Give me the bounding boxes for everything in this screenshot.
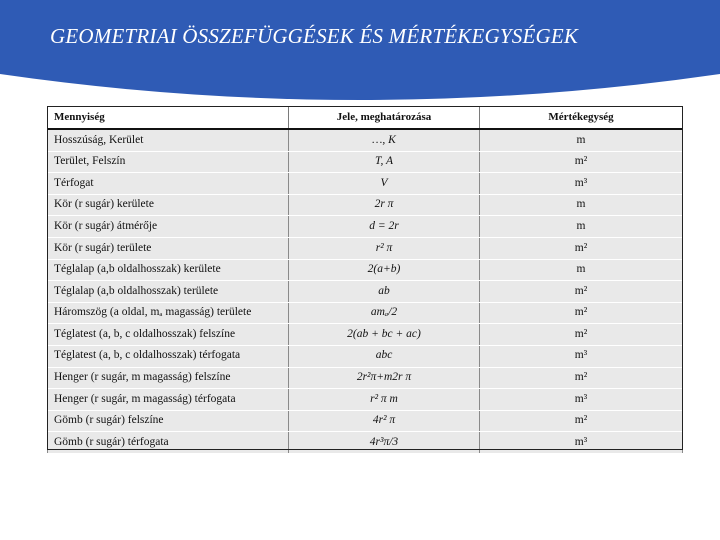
cell-symbol: 2r π	[289, 194, 480, 216]
cell-unit: m²	[480, 324, 683, 346]
cell-unit: m²	[480, 367, 683, 389]
cell-unit: m²	[480, 281, 683, 303]
cell-unit: m	[480, 194, 683, 216]
cell-symbol: T, A	[289, 151, 480, 173]
cell-symbol: V	[289, 173, 480, 195]
cell-symbol: r² π	[289, 237, 480, 259]
cell-unit: m³	[480, 432, 683, 454]
cell-symbol: 4r² π	[289, 410, 480, 432]
table-row	[48, 432, 683, 454]
cell-symbol: ab	[289, 281, 480, 303]
cell-symbol: r² π m	[289, 389, 480, 411]
header-quantity: Mennyiség	[48, 107, 289, 130]
cell-quantity: Téglalap (a,b oldalhosszak) területe	[48, 281, 289, 303]
table-row	[48, 173, 683, 195]
page-title: GEOMETRIAI ÖSSZEFÜGGÉSEK ÉS MÉRTÉKEGYSÉGEK	[50, 24, 579, 48]
cell-quantity: Kör (r sugár) átmérője	[48, 216, 289, 238]
cell-unit: m	[480, 259, 683, 281]
cell-unit: m³	[480, 345, 683, 367]
header-unit: Mértékegység	[480, 107, 683, 130]
table-row	[48, 324, 683, 346]
cell-quantity: Terület, Felszín	[48, 151, 289, 173]
banner-shape	[0, 0, 720, 110]
table-row	[48, 237, 683, 259]
table-body	[48, 129, 683, 453]
cell-unit: m²	[480, 302, 683, 324]
cell-quantity: Téglatest (a, b, c oldalhosszak) felszíne	[48, 324, 289, 346]
cell-quantity: Henger (r sugár, m magasság) térfogata	[48, 389, 289, 411]
cell-quantity: Téglatest (a, b, c oldalhosszak) térfogata	[48, 345, 289, 367]
table-row	[48, 129, 683, 151]
header-symbol: Jele, meghatározása	[289, 107, 480, 130]
cell-quantity: Henger (r sugár, m magasság) felszíne	[48, 367, 289, 389]
table-row	[48, 302, 683, 324]
table-row	[48, 410, 683, 432]
table-row	[48, 216, 683, 238]
cell-unit: m²	[480, 410, 683, 432]
cell-quantity: Hosszúság, Kerület	[48, 129, 289, 151]
cell-quantity: Kör (r sugár) területe	[48, 237, 289, 259]
cell-quantity: Téglalap (a,b oldalhosszak) kerülete	[48, 259, 289, 281]
cell-quantity: Háromszög (a oldal, mₐ magasság) területe	[48, 302, 289, 324]
table-row	[48, 281, 683, 303]
table-row	[48, 151, 683, 173]
cell-symbol: 2(ab + bc + ac)	[289, 324, 480, 346]
cell-symbol: 2(a+b)	[289, 259, 480, 281]
table-header-row	[48, 107, 683, 130]
cell-symbol: 4r³π/3	[289, 432, 480, 454]
cell-symbol: …, K	[289, 129, 480, 151]
cell-symbol: d = 2r	[289, 216, 480, 238]
geometry-table	[47, 106, 683, 454]
table-row	[48, 194, 683, 216]
cell-quantity: Gömb (r sugár) felszíne	[48, 410, 289, 432]
title-banner	[0, 0, 720, 110]
cell-symbol: amₐ/2	[289, 302, 480, 324]
cell-unit: m²	[480, 151, 683, 173]
cell-symbol: abc	[289, 345, 480, 367]
cell-unit: m	[480, 216, 683, 238]
table-row	[48, 345, 683, 367]
cell-quantity: Gömb (r sugár) térfogata	[48, 432, 289, 454]
cell-symbol: 2r²π+m2r π	[289, 367, 480, 389]
table-row	[48, 367, 683, 389]
cell-quantity: Térfogat	[48, 173, 289, 195]
cell-unit: m³	[480, 173, 683, 195]
cell-unit: m³	[480, 389, 683, 411]
table-row	[48, 389, 683, 411]
table-row	[48, 259, 683, 281]
cell-unit: m	[480, 129, 683, 151]
cell-unit: m²	[480, 237, 683, 259]
cell-quantity: Kör (r sugár) kerülete	[48, 194, 289, 216]
